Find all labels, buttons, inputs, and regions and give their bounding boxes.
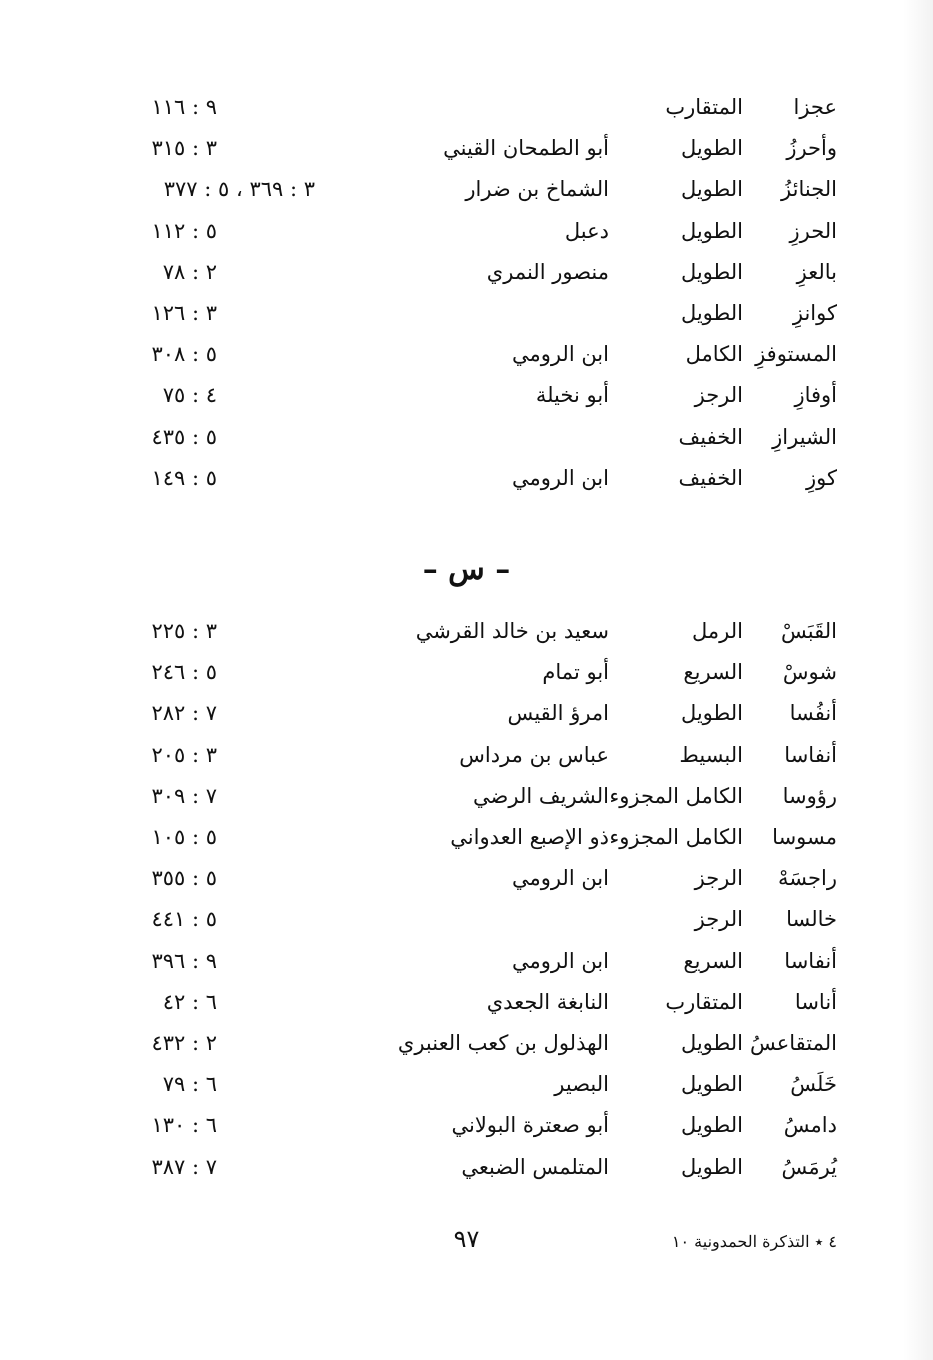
meter-name: السريع [683,660,743,685]
volume-page-reference: ٧ : ٣٠٩ [151,783,217,808]
poet-name: المتلمس الضبعي [461,1154,609,1179]
index-row [0,378,933,412]
rhyme-word: أنفُسا [789,701,837,726]
volume-page-reference: ٣ : ٣١٥ [151,136,217,161]
poet-name: ابن الرومي [511,342,609,367]
volume-page-reference: ٦ : ٤٢ [162,989,217,1014]
meter-name: الرجز [694,907,743,932]
index-row [0,696,933,730]
meter-name: الطويل [680,259,743,284]
index-row [0,296,933,330]
index-row [0,90,933,124]
volume-page-reference: ٥ : ٣٠٨ [151,342,217,367]
meter-name: الطويل [680,701,743,726]
meter-name: الطويل [680,1031,743,1055]
rhyme-word: القَبَسْ [781,619,837,643]
volume-page-reference: ٩ : ٣٩٦ [151,948,217,973]
rhyme-word: راجسَهْ [778,866,837,891]
index-row [0,861,933,895]
meter-name: الطويل [680,1154,743,1179]
poet-name: أبو تمام [542,660,609,685]
meter-name: الطويل [680,218,743,243]
volume-page-reference: ٤ : ٧٥ [162,383,217,408]
index-row [0,1108,933,1142]
meter-name: الرجز [694,866,743,891]
index-row [0,461,933,495]
poet-name: البصير [554,1072,609,1097]
footer-signature-note: ٤ ٭ التذكرة الحمدونية ١٠ [671,1232,837,1251]
poet-name: امرؤ القيس [507,701,609,726]
index-row [0,131,933,165]
index-row [0,902,933,936]
poet-name: ابن الرومي [511,465,609,490]
rhyme-word: أناسا [794,989,837,1014]
rhyme-word: أنفاسا [784,948,837,973]
index-row [0,172,933,206]
volume-page-reference: ٧ : ٣٨٧ [151,1154,217,1179]
meter-name: الرمل [692,619,743,643]
rhyme-word: كوزِ [806,465,837,490]
volume-page-reference: ٥ : ٤٤١ [151,907,217,932]
poet-name: ذو الإصبع العدواني [450,825,609,849]
index-row [0,655,933,689]
volume-page-reference: ٥ : ١١٢ [151,218,217,243]
index-row [0,214,933,248]
volume-page-reference: ٢ : ٧٨ [162,259,217,284]
rhyme-word: بالعزِ [796,259,837,284]
poet-name: أبو الطمحان القيني [443,136,609,161]
poet-name: النابغة الجعدي [486,989,609,1014]
meter-name: المتقارب [665,989,743,1014]
meter-name: الكامل المجزوء [609,783,743,808]
poet-name: أبو نخيلة [535,383,609,408]
index-row [0,1067,933,1101]
volume-page-reference: ٩ : ١١٦ [151,95,217,119]
poet-name: ابن الرومي [511,948,609,973]
poet-name: سعيد بن خالد القرشي [415,619,609,643]
section-heading-sin: – س – [422,552,511,587]
index-row [0,420,933,454]
meter-name: الطويل [680,136,743,161]
rhyme-word: خالسا [786,907,837,932]
volume-page-reference: ٣ : ٣٦٩ ، ٥ : ٣٧٧ [163,177,315,202]
meter-name: الكامل [685,342,743,367]
volume-page-reference: ٣ : ٢٢٥ [151,619,217,643]
meter-name: الطويل [680,1072,743,1097]
poet-name: عباس بن مرداس [459,742,609,767]
rhyme-word: مسوسا [772,825,837,849]
volume-page-reference: ٥ : ٣٥٥ [151,866,217,891]
poet-name: الشريف الرضي [473,783,609,808]
index-row [0,1026,933,1060]
rhyme-word: المتقاعسُ [749,1031,837,1055]
poet-name: أبو صعترة البولاني [451,1113,609,1138]
rhyme-word: خَلَسُ [790,1072,837,1097]
volume-page-reference: ٢ : ٤٣٢ [151,1031,217,1055]
meter-name: الطويل [680,301,743,325]
poet-name: منصور النمري [486,259,609,284]
volume-page-reference: ٣ : ١٢٦ [151,301,217,325]
rhyme-word: الحرزِ [789,218,837,243]
index-row [0,944,933,978]
volume-page-reference: ٥ : ٤٣٥ [151,424,217,449]
rhyme-word: المستوفزِ [755,342,837,367]
meter-name: الخفيف [678,465,743,490]
index-row [0,255,933,289]
volume-page-reference: ٥ : ١٤٩ [151,465,217,490]
index-row [0,614,933,648]
volume-page-reference: ٥ : ٢٤٦ [151,660,217,685]
index-row [0,738,933,772]
rhyme-word: الجنائزُ [781,177,837,202]
index-row [0,1150,933,1184]
rhyme-word: شوسْ [782,660,837,685]
rhyme-word: الشيرازِ [772,424,837,449]
meter-name: الطويل [680,1113,743,1138]
poet-name: الهذلول بن كعب العنبري [397,1031,609,1055]
volume-page-reference: ٧ : ٢٨٢ [151,701,217,726]
rhyme-word: عجزا [793,95,837,119]
index-row [0,985,933,1019]
index-row [0,779,933,813]
volume-page-reference: ٣ : ٢٠٥ [151,742,217,767]
index-row [0,337,933,371]
poet-name: دعبل [564,218,609,243]
rhyme-word: يُرمَسُ [781,1154,837,1179]
rhyme-word: كوانزِ [792,301,837,325]
meter-name: الطويل [680,177,743,202]
volume-page-reference: ٥ : ١٠٥ [151,825,217,849]
meter-name: الكامل المجزوء [609,825,743,849]
meter-name: السريع [683,948,743,973]
meter-name: الخفيف [678,424,743,449]
rhyme-word: أنفاسا [784,742,837,767]
rhyme-word: أوفازِ [794,383,837,408]
meter-name: المتقارب [665,95,743,119]
page-number: ٩٧ [453,1225,480,1253]
meter-name: الرجز [694,383,743,408]
meter-name: البسيط [679,742,743,767]
volume-page-reference: ٦ : ٧٩ [162,1072,217,1097]
poet-name: ابن الرومي [511,866,609,891]
volume-page-reference: ٦ : ١٣٠ [151,1113,217,1138]
rhyme-word: دامسُ [783,1113,837,1138]
index-row [0,820,933,854]
rhyme-word: وأحرزُ [786,136,837,161]
rhyme-word: رؤوسا [782,783,837,808]
poet-name: الشماخ بن ضرار [465,177,609,202]
